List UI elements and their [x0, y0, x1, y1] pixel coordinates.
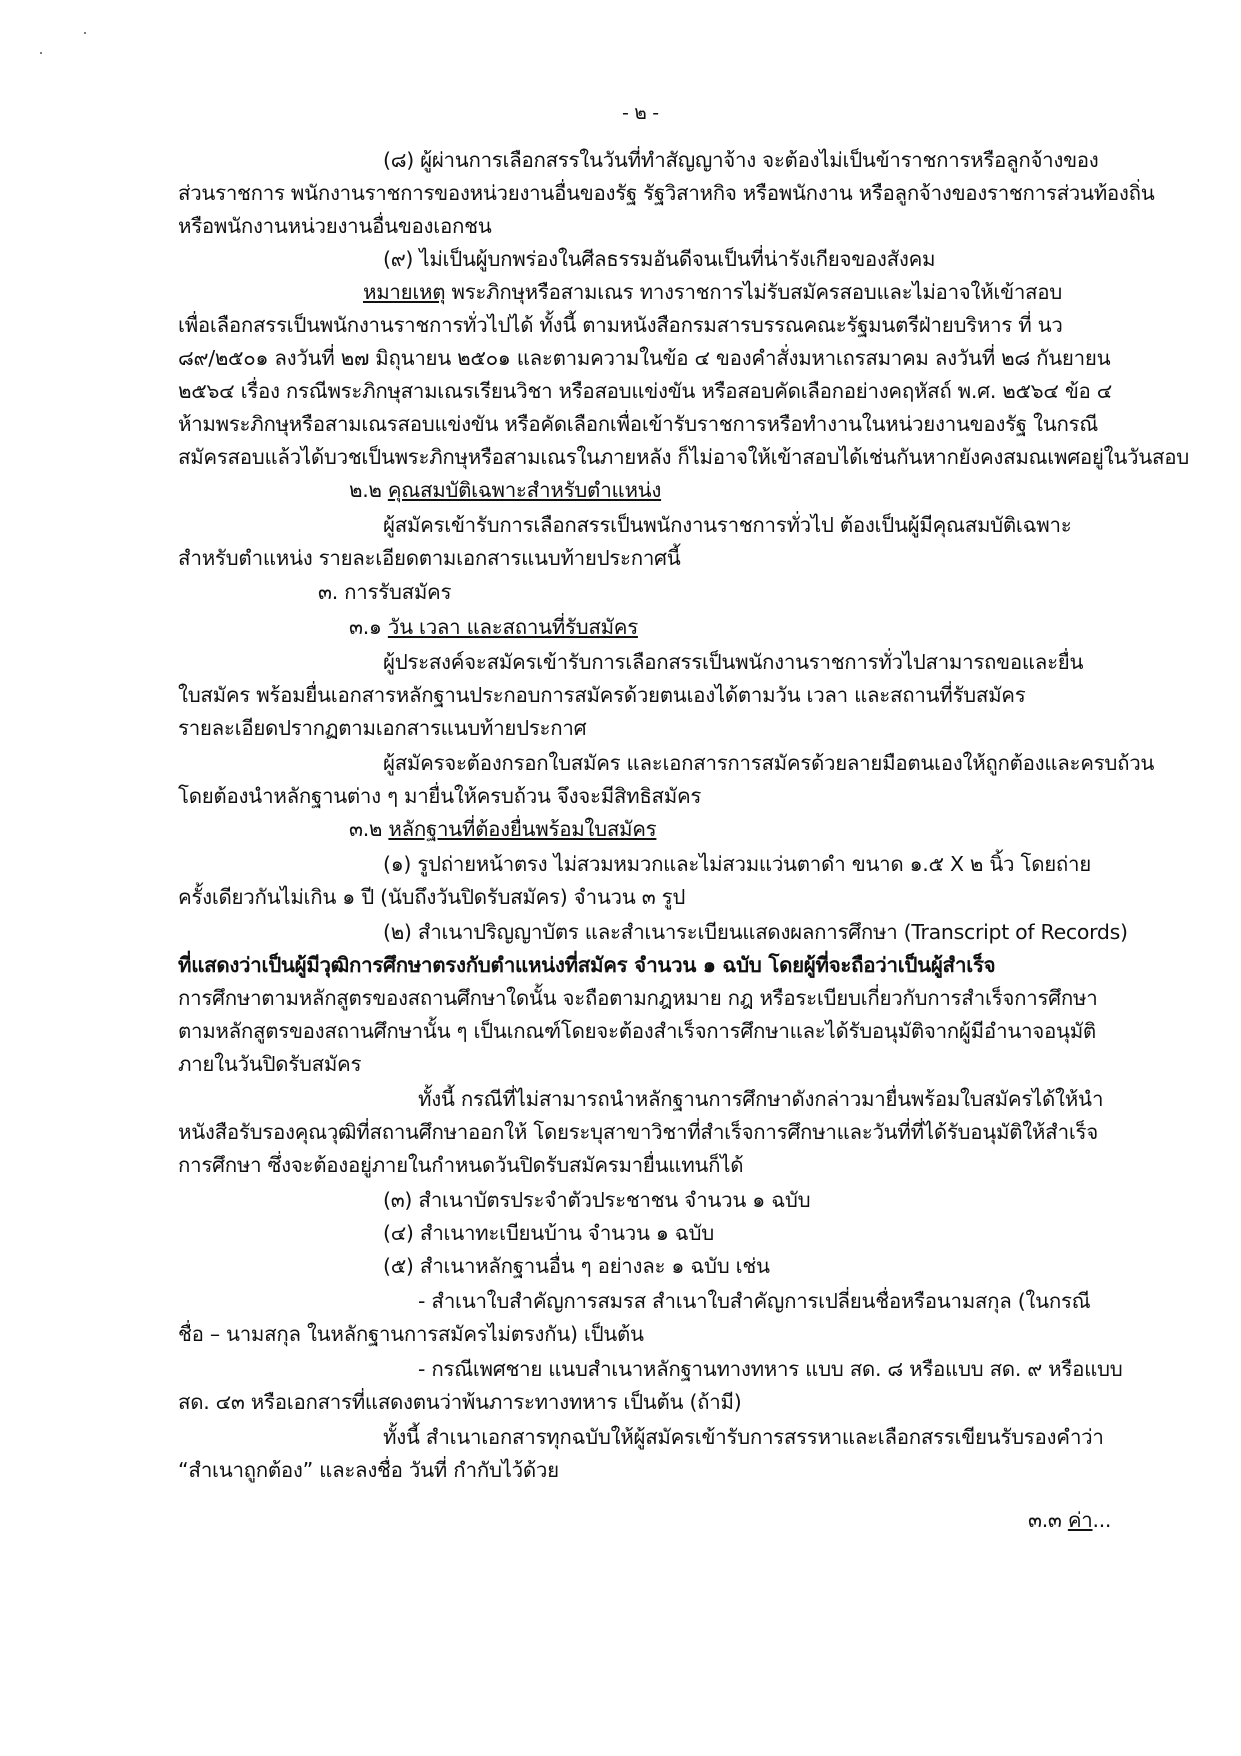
section-3-1-heading: [349, 612, 638, 642]
section-title: คุณสมบัติเฉพาะสำหรับตำแหน่ง: [387, 478, 662, 502]
section-2-2-line-2: สำหรับตำแหน่ง รายละเอียดตามเอกสารแนบท้ายประกาศนี้: [178, 546, 681, 570]
continuation-marker: [1028, 1505, 1111, 1535]
section-number: ๓.๑: [349, 615, 388, 639]
item-5-bullet-1-line-1: - สำเนาใบสำคัญการสมรส สำเนาใบสำคัญการเปลี่ยนชื่อหรือนามสกุล (ในกรณี: [418, 1289, 1091, 1313]
section-number: ๒.๒: [349, 478, 388, 502]
item-2-line-1: (๒) สำเนาปริญญาบัตร และสำเนาระเบียนแสดงผลการศึกษา (Transcript of Records): [383, 920, 1128, 944]
note-line-3: ๘๙/๒๕๐๑ ลงวันที่ ๒๗ มิถุนายน ๒๕๐๑ และตามความในข้อ ๔ ของคำสั่งมหาเถรสมาคม ลงวันที่ ๒๘ กันยายน: [178, 346, 1111, 370]
note-line-5: ห้ามพระภิกษุหรือสามเณรสอบแข่งขัน หรือคัดเลือกเพื่อเข้ารับราชการหรือทำงานในหน่วยงานของรัฐ ในกรณี: [178, 412, 1098, 436]
item-2-line-5: ภายในวันปิดรับสมัคร: [178, 1052, 362, 1076]
item-2-note-line-1: ทั้งนี้ กรณีที่ไม่สามารถนำหลักฐานการศึกษาดังกล่าวมายื่นพร้อมใบสมัครได้ให้นำ: [418, 1087, 1104, 1111]
item-2-line-4: ตามหลักสูตรของสถานศึกษานั้น ๆ เป็นเกณฑ์โดยจะต้องสำเร็จการศึกษาและได้รับอนุมัติจากผู้มีอำนาจอนุมัติ: [178, 1019, 1096, 1043]
item-2-line-2: ที่แสดงว่าเป็นผู้มีวุฒิการศึกษาตรงกับตำแหน่งที่สมัคร จำนวน ๑ ฉบับ โดยผู้ที่จะถือว่าเป็นผู้สำเร็จ: [178, 953, 996, 977]
item-5: (๕) สำเนาหลักฐานอื่น ๆ อย่างละ ๑ ฉบับ เช่น: [383, 1254, 770, 1278]
copy-certification-line-1: ทั้งนี้ สำเนาเอกสารทุกฉบับให้ผู้สมัครเข้ารับการสรรหาและเลือกสรรเขียนรับรองคำว่า: [383, 1425, 1104, 1449]
section-3-1-line-5: โดยต้องนำหลักฐานต่าง ๆ มายื่นให้ครบถ้วน จึงจะมีสิทธิสมัคร: [178, 784, 702, 808]
section-3-2-heading: [349, 814, 656, 844]
para-8-line-2: ส่วนราชการ พนักงานราชการของหน่วยงานอื่นของรัฐ รัฐวิสาหกิจ หรือพนักงาน หรือลูกจ้างของราชการส่วนท้องถิ่น: [178, 181, 1155, 205]
para-8-line-1: (๘) ผู้ผ่านการเลือกสรรในวันที่ทำสัญญาจ้าง จะต้องไม่เป็นข้าราชการหรือลูกจ้างของ: [383, 148, 1099, 172]
note-label: หมายเหตุ: [363, 280, 446, 304]
section-number: ๓.๒: [349, 817, 389, 841]
page-number: - ๒ -: [622, 102, 659, 124]
section-3-1-line-2: ใบสมัคร พร้อมยื่นเอกสารหลักฐานประกอบการสมัครด้วยตนเองได้ตามวัน เวลา และสถานที่รับสมัคร: [178, 683, 1026, 707]
item-2-line-3: การศึกษาตามหลักสูตรของสถานศึกษาใดนั้น จะถือตามกฎหมาย กฎ หรือระเบียบเกี่ยวกับการสำเร็จการศึกษา: [178, 986, 1098, 1010]
section-number: ๓.๓: [1028, 1508, 1068, 1532]
section-3-1-line-4: ผู้สมัครจะต้องกรอกใบสมัคร และเอกสารการสมัครด้วยลายมือตนเองให้ถูกต้องและครบถ้วน: [383, 751, 1155, 775]
note-text: พระภิกษุหรือสามเณร ทางราชการไม่รับสมัครสอบและไม่อาจให้เข้าสอบ: [445, 280, 1062, 304]
section-title: หลักฐานที่ต้องยื่นพร้อมใบสมัคร: [388, 817, 657, 841]
item-3: (๓) สำเนาบัตรประจำตัวประชาชน จำนวน ๑ ฉบับ: [383, 1188, 811, 1212]
para-8-line-3: หรือพนักงานหน่วยงานอื่นของเอกชน: [178, 214, 492, 238]
item-5-bullet-2-line-1: - กรณีเพศชาย แนบสำเนาหลักฐานทางทหาร แบบ สด. ๘ หรือแบบ สด. ๙ หรือแบบ: [418, 1357, 1123, 1381]
item-5-bullet-2-line-2: สด. ๔๓ หรือเอกสารที่แสดงตนว่าพ้นภาระทางทหาร เป็นต้น (ถ้ามี): [178, 1390, 742, 1414]
section-3-1-line-1: ผู้ประสงค์จะสมัครเข้ารับการเลือกสรรเป็นพนักงานราชการทั่วไปสามารถขอและยื่น: [383, 650, 1084, 674]
continuation-word: ค่า: [1067, 1508, 1093, 1532]
item-1-line-1: (๑) รูปถ่ายหน้าตรง ไม่สวมหมวกและไม่สวมแว่นตาดำ ขนาด ๑.๕ X ๒ นิ้ว โดยถ่าย: [383, 852, 1091, 876]
note-line-4: ๒๕๖๔ เรื่อง กรณีพระภิกษุสามเณรเรียนวิชา หรือสอบแข่งขัน หรือสอบคัดเลือกอย่างคฤหัสถ์ พ.ศ. ๒๕๖๔ ข้อ ๔: [178, 379, 1112, 403]
section-3-1-line-3: รายละเอียดปรากฏตามเอกสารแนบท้ายประกาศ: [178, 716, 587, 740]
section-2-2-heading: [349, 475, 661, 505]
item-5-bullet-1-line-2: ชื่อ – นามสกุล ในหลักฐานการสมัครไม่ตรงกัน) เป็นต้น: [178, 1322, 644, 1346]
item-2-note-line-3: การศึกษา ซึ่งจะต้องอยู่ภายในกำหนดวันปิดรับสมัครมายื่นแทนก็ได้: [178, 1153, 744, 1177]
copy-certification-line-2: “สำเนาถูกต้อง” และลงชื่อ วันที่ กำกับไว้ด้วย: [178, 1458, 559, 1482]
section-3-heading: ๓. การรับสมัคร: [318, 580, 452, 604]
section-title: วัน เวลา และสถานที่รับสมัคร: [387, 615, 638, 639]
para-9: (๙) ไม่เป็นผู้บกพร่องในศีลธรรมอันดีจนเป็นที่น่ารังเกียจของสังคม: [383, 247, 936, 271]
scan-speck: [40, 52, 42, 54]
note-line-6: สมัครสอบแล้วได้บวชเป็นพระภิกษุหรือสามเณรในภายหลัง ก็ไม่อาจให้เข้าสอบได้เช่นกันหากยังคงสมณเพศอยู่ในวันสอบ: [178, 445, 1189, 469]
item-1-line-2: ครั้งเดียวกันไม่เกิน ๑ ปี (นับถึงวันปิดรับสมัคร) จำนวน ๓ รูป: [178, 885, 686, 909]
scan-speck: [84, 32, 86, 34]
note-line-2: เพื่อเลือกสรรเป็นพนักงานราชการทั่วไปได้ ทั้งนี้ ตามหนังสือกรมสารบรรณคณะรัฐมนตรีฝ่ายบริหาร ที่ นว: [178, 313, 1063, 337]
section-2-2-line-1: ผู้สมัครเข้ารับการเลือกสรรเป็นพนักงานราชการทั่วไป ต้องเป็นผู้มีคุณสมบัติเฉพาะ: [383, 513, 1072, 537]
ellipsis: ...: [1092, 1508, 1112, 1532]
item-4: (๔) สำเนาทะเบียนบ้าน จำนวน ๑ ฉบับ: [383, 1221, 714, 1245]
item-2-note-line-2: หนังสือรับรองคุณวุฒิที่สถานศึกษาออกให้ โดยระบุสาขาวิชาที่สำเร็จการศึกษาและวันที่ที่ได้รับอนุมัติให้สำเร็จ: [178, 1120, 1098, 1144]
note-line-1: [363, 277, 1062, 307]
